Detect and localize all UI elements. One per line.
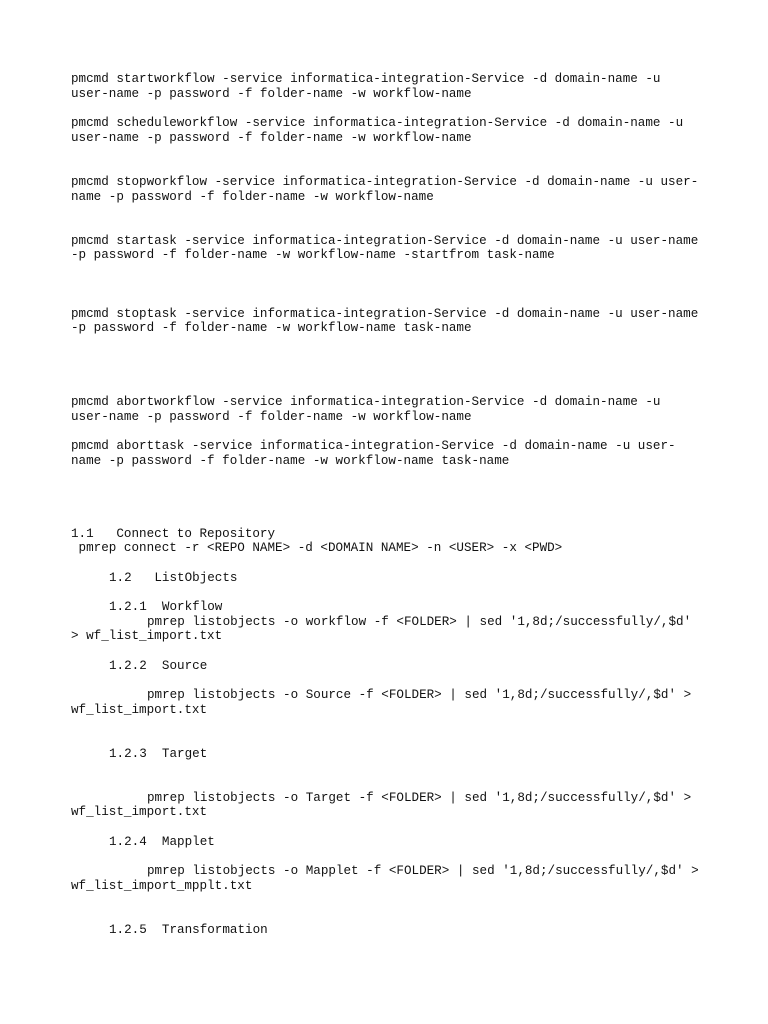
workflow-command-line-2: > wf_list_import.txt: [71, 629, 223, 643]
aborttask-command-line-1: pmcmd aborttask -service informatica-integration-Service -d domain-name -u user-: [71, 439, 676, 453]
scheduleworkflow-command-line-2: user-name -p password -f folder-name -w workflow-name: [71, 131, 472, 145]
source-command-line-1: pmrep listobjects -o Source -f <FOLDER> | sed '1,8d;/successfully/,$d' >: [147, 688, 692, 702]
section-heading-source: 1.2.2 Source: [109, 659, 208, 673]
section-heading-transformation: 1.2.5 Transformation: [109, 923, 268, 937]
mapplet-command-line-1: pmrep listobjects -o Mapplet -f <FOLDER> | sed '1,8d;/successfully/,$d' >: [147, 864, 699, 878]
stopworkflow-command-line-1: pmcmd stopworkflow -service informatica-integration-Service -d domain-name -u user-: [71, 175, 699, 189]
startask-command-line-1: pmcmd startask -service informatica-integration-Service -d domain-name -u user-name: [71, 234, 699, 248]
source-command-line-2: wf_list_import.txt: [71, 703, 208, 717]
startworkflow-command-line-1: pmcmd startworkflow -service informatica-integration-Service -d domain-name -u: [71, 72, 661, 86]
abortworkflow-command-line-1: pmcmd abortworkflow -service informatica-integration-Service -d domain-name -u: [71, 395, 661, 409]
section-heading-target: 1.2.3 Target: [109, 747, 208, 761]
stoptask-command-line-1: pmcmd stoptask -service informatica-integration-Service -d domain-name -u user-name: [71, 307, 699, 321]
scheduleworkflow-command-line-1: pmcmd scheduleworkflow -service informatica-integration-Service -d domain-name -u: [71, 116, 684, 130]
section-heading-mapplet: 1.2.4 Mapplet: [109, 835, 215, 849]
connect-command: pmrep connect -r <REPO NAME> -d <DOMAIN NAME> -n <USER> -x <PWD>: [71, 541, 563, 555]
target-command-line-1: pmrep listobjects -o Target -f <FOLDER> | sed '1,8d;/successfully/,$d' >: [147, 791, 692, 805]
section-heading-listobjects: 1.2 ListObjects: [109, 571, 238, 585]
target-command-line-2: wf_list_import.txt: [71, 805, 208, 819]
startworkflow-command-line-2: user-name -p password -f folder-name -w workflow-name: [71, 87, 472, 101]
workflow-command-line-1: pmrep listobjects -o workflow -f <FOLDER> | sed '1,8d;/successfully/,$d': [147, 615, 692, 629]
mapplet-command-line-2: wf_list_import_mpplt.txt: [71, 879, 253, 893]
startask-command-line-2: -p password -f folder-name -w workflow-name -startfrom task-name: [71, 248, 555, 262]
section-heading-workflow: 1.2.1 Workflow: [109, 600, 223, 614]
abortworkflow-command-line-2: user-name -p password -f folder-name -w workflow-name: [71, 410, 472, 424]
stoptask-command-line-2: -p password -f folder-name -w workflow-name task-name: [71, 321, 472, 335]
aborttask-command-line-2: name -p password -f folder-name -w workflow-name task-name: [71, 454, 510, 468]
stopworkflow-command-line-2: name -p password -f folder-name -w workflow-name: [71, 190, 434, 204]
section-heading-connect: 1.1 Connect to Repository: [71, 527, 276, 541]
